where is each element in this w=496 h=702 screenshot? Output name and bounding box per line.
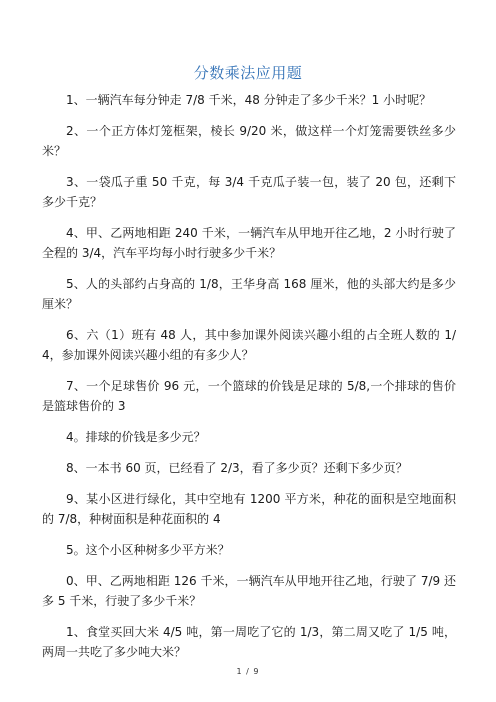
question-paragraph: 6、六（1）班有 48 人，其中参加课外阅读兴趣小组的占全班人数的 1/4，参加课外阅读兴趣小组的有多少人？	[42, 328, 456, 362]
question-paragraph: 4。排球的价钱是多少元？	[66, 430, 206, 444]
question-paragraph: 7、一个足球售价 96 元，一个篮球的价钱是足球的 5/8,一个排球的售价是篮球售价的 3	[42, 379, 456, 413]
question-paragraph: 0、甲、乙两地相距 126 千米，一辆汽车从甲地开往乙地，行驶了 7/9 还多 5 千米，行驶了多少千米？	[42, 574, 456, 608]
question-paragraph: 9、某小区进行绿化，其中空地有 1200 平方米，种花的面积是空地面积的 7/8，种树面积是种花面积的 4	[42, 492, 456, 526]
question-paragraph: 5、人的头部约占身高的 1/8，王华身高 168 厘米，他的头部大约是多少厘米？	[42, 277, 456, 311]
question-paragraph: 1、食堂买回大米 4/5 吨，第一周吃了它的 1/3，第二周又吃了 1/5 吨，两周一共吃了多少吨大米？	[42, 625, 456, 659]
question-paragraph: 1、一辆汽车每分钟走 7/8 千米，48 分钟走了多少千米？1 小时呢？	[66, 93, 432, 107]
question-paragraph: 5。这个小区种树多少平方米？	[66, 543, 230, 557]
question-paragraph: 2、一个正方体灯笼框架，棱长 9/20 米，做这样一个灯笼需要铁丝多少米？	[42, 124, 456, 158]
page-indicator: 1 / 9	[236, 667, 260, 676]
document-title: 分数乘法应用题	[193, 64, 303, 82]
question-paragraph: 4、甲、乙两地相距 240 千米，一辆汽车从甲地开往乙地，2 小时行驶了全程的 3/4，汽车平均每小时行驶多少千米？	[42, 226, 456, 260]
question-paragraph: 3、一袋瓜子重 50 千克，每 3/4 千克瓜子装一包，装了 20 包，还剩下多少千克？	[42, 175, 456, 209]
document-body	[42, 90, 456, 673]
question-paragraph: 8、一本书 60 页，已经看了 2/3，看了多少页？还剩下多少页？	[66, 461, 408, 475]
